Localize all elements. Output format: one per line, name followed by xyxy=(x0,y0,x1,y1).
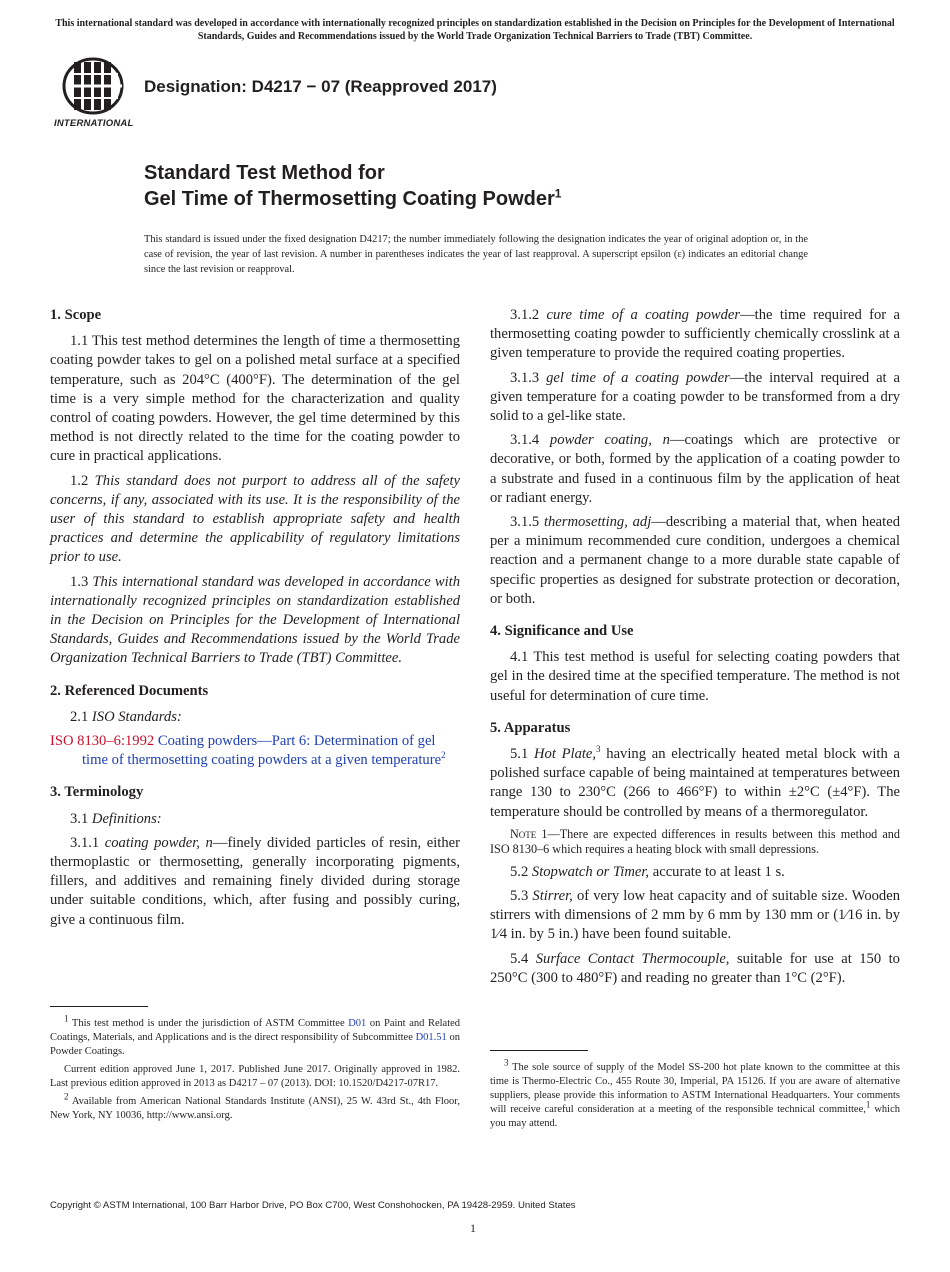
para-3-1-1-num: 3.1.1 xyxy=(70,834,100,851)
document-title xyxy=(144,160,561,212)
note-1-text: —There are expected differences in results between this method and ISO 8130–6 which requires a heating block with small depressions. xyxy=(490,826,900,857)
para-5-2-term: Stopwatch or Timer, xyxy=(531,863,650,880)
para-1-1: 1.1 This test method determines the length of time a thermosetting coating powder takes to gel on a polished metal surface at a specified temperature, such as 204°C (400°F). The determination of the gel time is a very simple method for the characterization and quality control of coating powders. However, the gel time determined by this method is not directly related to the time for the coating powder to cure in practical applications. xyxy=(50,333,460,465)
para-5-3-text: of very low heat capacity and of suitable size. Wooden stirrers with dimensions of 2 mm by 6 mm by 130 mm or (1⁄16 in. by 1⁄4 in. by 5 in.) have been found suitable. xyxy=(490,888,900,943)
intro-paragraph: This standard is issued under the fixed designation D4217; the number immediately following the designation indicates the year of original adoption or, in the case of revision, the year of last revision. A number in parentheses indicates the year of last reapproval. A superscript epsilon (ε) indicates an editorial change since the last revision or reapproval. xyxy=(144,234,808,275)
footnote-3: $^3$ The sole source of supply of the Model SS-200 hot plate known to the committee at this time is Thermo-Electric Co., 455 Route 30, Imperial, PA 15126. If you are aware of alternative suppliers, please provide this information to ASTM International Headquarters. Your comments will receive careful consideration at a meeting of the responsible technical committee,$^1$ which you may attend. xyxy=(490,1057,900,1129)
para-5-3-num: 5.3 xyxy=(510,888,529,905)
para-3-1-3-term: gel time of a coating powder xyxy=(546,369,730,386)
note-1 xyxy=(490,827,900,858)
para-3-1-1-text: —finely divided particles of resin, either thermoplastic or thermosetting, generally incorporating pigments, fillers, and additives and remaining finely divided during storage under suitable conditions, which, after fusing and possibly curing, give a continuous film. xyxy=(50,834,460,928)
page-number: 1 xyxy=(470,1221,476,1235)
para-5-3-term: Stirrer, xyxy=(532,888,573,905)
copyright-line: Copyright © ASTM International, 100 Barr Harbor Drive, PO Box C700, West Conshohocken, PA 19428-2959. United States xyxy=(50,1200,576,1211)
title-line-2 xyxy=(144,186,561,212)
section-3-heading: 3. Terminology xyxy=(50,784,144,801)
section-5-heading: 5. Apparatus xyxy=(490,719,571,736)
footnote-1-text-c: on Powder Coatings. xyxy=(50,1032,461,1057)
ref-footnote-ref: 2 xyxy=(441,750,446,761)
para-3-1-5-text: —describing a material that, when heated per a minimum recommended cure condition, undergoes a chemical reaction and a permanent change to a more durable state capable of specific properties as designed for substrate protection or decoration, or both. xyxy=(490,514,900,607)
para-3-1-4-num: 3.1.4 xyxy=(510,432,540,449)
para-3-1-4-text: —coatings which are protective or decorative, or both, formed by the application of a coating powder to a substrate and fused in a continuous film by the application of heat or radiant energy. xyxy=(490,432,900,506)
para-5-2 xyxy=(490,863,900,882)
left-column xyxy=(50,300,460,935)
para-5-2-text: accurate to at least 1 s. xyxy=(652,863,785,880)
para-3-1-4 xyxy=(490,431,900,508)
para-1-3-text: This international standard was developed in accordance with internationally recognized principles on standardization established in the Decision on Principles for the Development of International Standards, Guides and Recommendations issued by the World Trade Organization Technical Barriers to Trade (TBT) Committee. xyxy=(50,573,461,667)
footnote-3-ref: 1 xyxy=(865,1099,871,1110)
referenced-document xyxy=(50,732,460,770)
footnote-rule-right xyxy=(490,1050,588,1051)
section-2-heading: 2. Referenced Documents xyxy=(50,682,209,699)
para-5-2-num: 5.2 xyxy=(510,863,529,880)
para-3-1-3 xyxy=(490,369,900,427)
para-5-4 xyxy=(490,950,900,988)
footnote-rule-left xyxy=(50,1006,148,1007)
para-5-3 xyxy=(490,887,900,945)
right-column xyxy=(490,306,900,993)
para-1-3-num: 1.3 xyxy=(70,573,89,590)
para-3-1-2-num: 3.1.2 xyxy=(510,307,540,323)
para-3-1-text: Definitions: xyxy=(91,810,162,827)
title-line-1: Standard Test Method for xyxy=(144,162,385,184)
para-3-1-1-term: coating powder, n xyxy=(104,834,213,851)
para-3-1 xyxy=(50,810,460,829)
para-2-1 xyxy=(50,708,460,727)
footnote-2: $^2$ Available from American National Standards Institute (ANSI), 25 W. 43rd St., 4th Floor, New York, NY 10036, http://www.ansi.org. xyxy=(50,1091,460,1121)
para-5-4-text: suitable for use at 150 to 250°C (300 to 480°F) and reading no greater than 1°C (2°F). xyxy=(490,950,900,986)
para-3-1-num: 3.1 xyxy=(70,810,89,827)
footnote-1-text-a: This test method is under the jurisdiction of ASTM Committee xyxy=(71,1018,345,1029)
para-3-1-2-term: cure time of a coating powder xyxy=(546,307,741,323)
footnotes-left xyxy=(50,1013,461,1127)
para-5-4-num: 5.4 xyxy=(510,950,529,967)
designation: Designation: D4217 − 07 (Reapproved 2017) xyxy=(144,77,497,96)
note-1-label: Note 1 xyxy=(510,826,548,841)
para-5-1-text: having an electrically heated metal block with a polished surface capable of being maintained at temperatures between range 130 to 230°C (266 to 466°F) to within ±2°C (±4°F). The temperature should be controlled by means of a thermoregulator. xyxy=(490,746,900,820)
footnotes-right xyxy=(490,1057,900,1135)
footnote-1-text-b: on Paint and Related Coatings, Materials, and Applications and is the direct responsibility of Subcommittee xyxy=(50,1018,461,1043)
top-notice: This international standard was developed in accordance with internationally recognized principles on standardization established in the Decision on Principles for the Development of International Standards, Guides and Recommendations issued by the World Trade Organization Technical Barriers to Trade (TBT) Committee. xyxy=(55,18,895,42)
footnote-1: $^1$ This test method is under the jurisdiction of ASTM Committee D01 on Paint and Related Coatings, Materials, and Applications and is the direct responsibility of Subcommittee D01.51 on Powder Coatings. xyxy=(50,1013,461,1057)
para-5-1-footnote-ref: 3 xyxy=(596,744,601,755)
para-1-3 xyxy=(50,573,460,669)
section-1-heading: 1. Scope xyxy=(50,307,102,323)
ref-code-link[interactable]: ISO 8130–6:1992 xyxy=(50,733,155,750)
footnote-1-edition: Current edition approved June 1, 2017. Published June 2017. Originally approved in 1982. Last previous edition approved in 2013 as D4217 – 07 (2013). DOI: 10.1520/D4217-07R17. xyxy=(50,1064,460,1089)
para-3-1-5 xyxy=(490,513,900,609)
para-3-1-5-term: thermosetting, adj xyxy=(543,514,652,531)
para-3-1-4-term: powder coating, n xyxy=(549,432,670,449)
para-3-1-1 xyxy=(50,834,460,930)
para-3-1-5-num: 3.1.5 xyxy=(510,514,540,531)
subcommittee-d01-51-link[interactable]: D01.51 xyxy=(415,1032,447,1043)
footnote-3-text-a: The sole source of supply of the Model SS-200 hot plate known to the committee at this time is Thermo-Electric Co., 455 Route 30, Imperial, PA 15126. If you are aware of alternative suppliers, please provide this information to ASTM International Headquarters. Your comments will receive careful consideration at a meeting of the responsible technical committee, xyxy=(490,1062,900,1115)
title-text: Gel Time of Thermosetting Coating Powder xyxy=(144,188,555,210)
para-5-1-num: 5.1 xyxy=(510,746,529,763)
para-4-1: 4.1 This test method is useful for selecting coating powders that gel in the desired time at the specified temperature. The method is not useful for determination of cure time. xyxy=(490,649,900,704)
para-5-1-term: Hot Plate, xyxy=(533,746,597,763)
para-2-1-num: 2.1 xyxy=(70,708,89,725)
para-1-2 xyxy=(50,472,460,568)
title-footnote-ref: 1 xyxy=(554,186,562,201)
para-1-2-text: This standard does not purport to address all of the safety concerns, if any, associated with its use. It is the responsibility of the user of this standard to establish appropriate safety and health practices and determine the applicability of regulatory limitations prior to use. xyxy=(50,472,460,566)
committee-d01-link[interactable]: D01 xyxy=(348,1018,367,1029)
ref-title-link[interactable]: Coating powders—Part 6: Determination of gel time of thermosetting coating powders at a given temperature xyxy=(82,733,442,769)
para-5-1 xyxy=(490,745,900,822)
para-3-1-3-text: —the interval required at a given temperature for a coating powder to be transformed from a dry solid to a gel-like state. xyxy=(490,369,900,425)
para-3-1-2 xyxy=(490,306,900,364)
para-5-4-term: Surface Contact Thermocouple, xyxy=(535,950,730,967)
para-1-2-num: 1.2 xyxy=(70,472,89,489)
logo-text: INTERNATIONAL xyxy=(54,118,134,129)
para-3-1-2-text: —the time required for a thermosetting coating powder to sufficiently chemically crosslink at a given temperature to provide the required coating properties. xyxy=(490,307,900,362)
astm-logo xyxy=(52,56,136,132)
footnote-2-text: Available from American National Standards Institute (ANSI), 25 W. 43rd St., 4th Floor, New York, NY 10036, http://www.ansi.org. xyxy=(50,1096,460,1121)
footnote-3-text-b: which you may attend. xyxy=(490,1104,900,1129)
para-3-1-3-num: 3.1.3 xyxy=(510,369,540,386)
section-4-heading: 4. Significance and Use xyxy=(490,623,634,640)
para-2-1-text: ISO Standards: xyxy=(91,708,182,725)
